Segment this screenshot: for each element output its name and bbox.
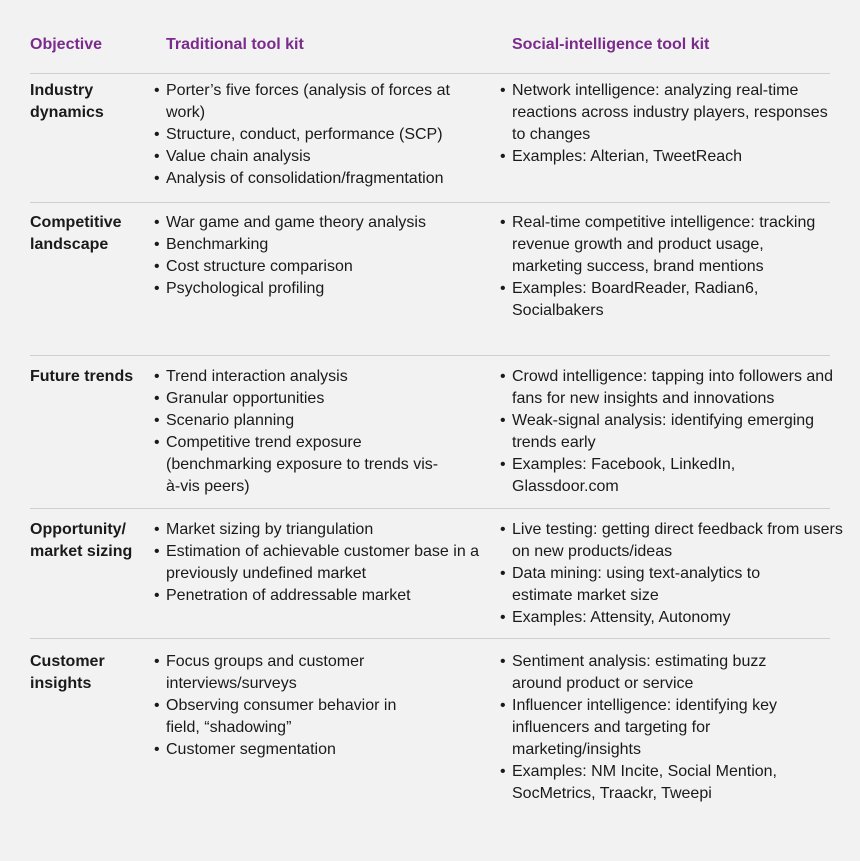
- list-item: • Sentiment analysis: estimating buzz around product or service: [500, 651, 810, 695]
- list-item: • Live testing: getting direct feedback from users on new products/ideas: [500, 519, 845, 563]
- row-divider: [30, 508, 830, 509]
- list-item: • Structure, conduct, performance (SCP): [154, 124, 484, 146]
- list-item: • Data mining: using text-analytics to estimate market size: [500, 563, 802, 607]
- traditional-list: [154, 80, 484, 190]
- list-item: • Penetration of addressable market: [154, 585, 484, 607]
- header-traditional: Traditional tool kit: [166, 36, 304, 53]
- list-item: • Examples: Facebook, LinkedIn, Glassdoor.com: [500, 454, 772, 498]
- list-item: • Cost structure comparison: [154, 256, 484, 278]
- traditional-list: [154, 212, 484, 300]
- row-divider: [30, 638, 830, 639]
- traditional-list: [154, 366, 444, 498]
- header-social: Social-intelligence tool kit: [512, 36, 710, 53]
- row-objective: Competitive landscape: [30, 214, 122, 253]
- list-item: • Granular opportunities: [154, 388, 444, 410]
- row-objective: Opportunity/ market sizing: [30, 521, 133, 560]
- list-item: • Focus groups and customer interviews/surveys: [154, 651, 424, 695]
- list-item: • Crowd intelligence: tapping into followers and fans for new insights and innovations: [500, 366, 845, 410]
- list-item: • Psychological profiling: [154, 278, 484, 300]
- social-list: [500, 212, 835, 322]
- list-item: • Examples: BoardReader, Radian6, Socialbakers: [500, 278, 835, 322]
- social-list: [500, 519, 845, 629]
- row-divider: [30, 73, 830, 74]
- list-item: • War game and game theory analysis: [154, 212, 484, 234]
- row-divider: [30, 202, 830, 203]
- row-objective: Customer insights: [30, 653, 105, 692]
- list-item: • Benchmarking: [154, 234, 484, 256]
- list-item: • Influencer intelligence: identifying key influencers and targeting for marketing/insights: [500, 695, 810, 761]
- list-item: • Examples: NM Incite, Social Mention, SocMetrics, Traackr, Tweepi: [500, 761, 810, 805]
- list-item: • Porter’s five forces (analysis of forces at work): [154, 80, 484, 124]
- list-item: • Examples: Attensity, Autonomy: [500, 607, 845, 629]
- row-objective: Future trends: [30, 368, 134, 385]
- list-item: • Analysis of consolidation/fragmentation: [154, 168, 484, 190]
- list-item: • Examples: Alterian, TweetReach: [500, 146, 845, 168]
- table-header: [0, 36, 860, 60]
- list-item: • Competitive trend exposure (benchmarking exposure to trends vis-à-vis peers): [154, 432, 444, 498]
- traditional-list: [154, 651, 424, 761]
- social-list: [500, 651, 810, 805]
- list-item: • Network intelligence: analyzing real-time reactions across industry players, responses to changes: [500, 80, 845, 146]
- header-objective: Objective: [30, 36, 103, 53]
- list-item: • Scenario planning: [154, 410, 444, 432]
- list-item: • Value chain analysis: [154, 146, 484, 168]
- list-item: • Observing consumer behavior in field, “shadowing”: [154, 695, 424, 739]
- list-item: [500, 212, 835, 278]
- row-objective: Industry dynamics: [30, 82, 104, 121]
- row-divider: [30, 355, 830, 356]
- list-item: • Trend interaction analysis: [154, 366, 444, 388]
- list-item: • Estimation of achievable customer base in a previously undefined market: [154, 541, 484, 585]
- list-item: • Customer segmentation: [154, 739, 424, 761]
- list-item: • Weak-signal analysis: identifying emerging trends early: [500, 410, 845, 454]
- list-item: • Market sizing by triangulation: [154, 519, 484, 541]
- list-item-text: Real-time competitive intelligence: tracking revenue growth and product usage, marketing success, brand mentions: [512, 214, 816, 275]
- traditional-list: [154, 519, 484, 607]
- social-list: [500, 80, 845, 168]
- social-list: [500, 366, 845, 498]
